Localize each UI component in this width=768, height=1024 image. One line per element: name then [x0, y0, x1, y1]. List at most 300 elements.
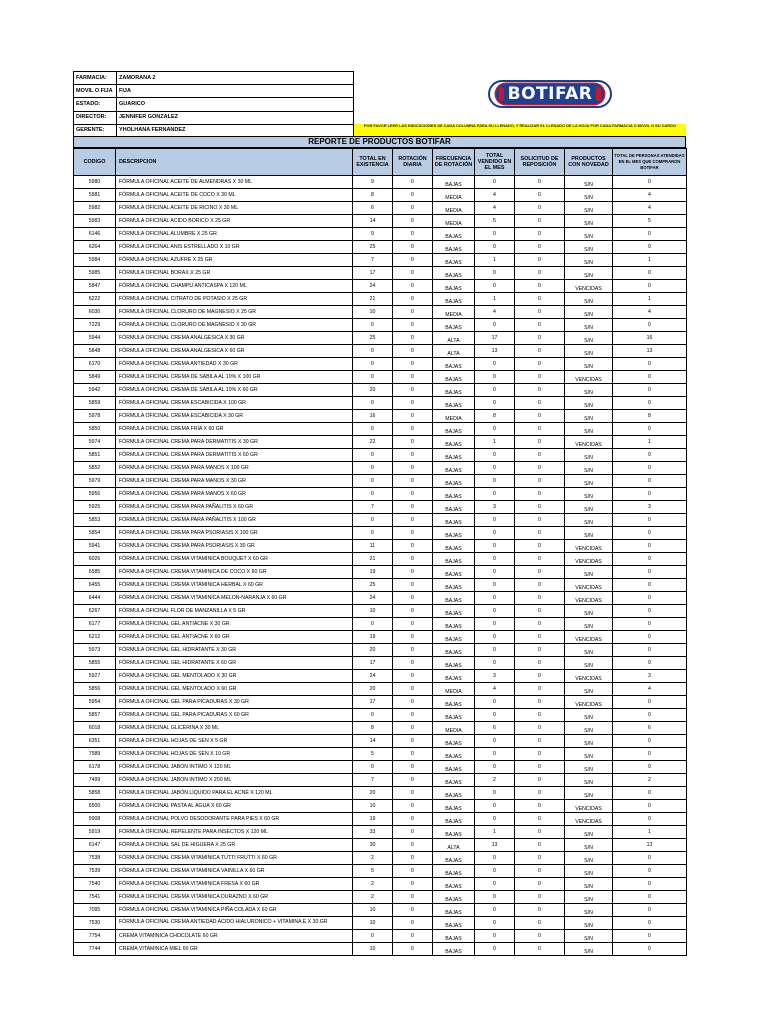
table-row: [74, 592, 687, 605]
info-value: YHOLHANA FERNANDEZ: [117, 124, 354, 137]
table-row: [74, 878, 687, 891]
table-cell: 1: [475, 436, 515, 449]
table-cell: 20: [353, 644, 393, 657]
table-row: [74, 410, 687, 423]
table-cell: BAJAS: [433, 566, 475, 579]
table-cell: FÓRMULA OFICINAL JABON INTIMO X 120 ML: [116, 761, 353, 774]
table-cell: MEDIA: [433, 202, 475, 215]
table-cell: S/N: [565, 423, 613, 436]
table-cell: 0: [475, 943, 515, 956]
table-cell: 13: [475, 839, 515, 852]
table-row: [74, 358, 687, 371]
table-cell: BAJAS: [433, 696, 475, 709]
table-cell: 1: [613, 293, 687, 306]
table-cell: 5854: [74, 527, 116, 540]
table-cell: MEDIA: [433, 410, 475, 423]
table-cell: 0: [475, 449, 515, 462]
table-cell: 0: [475, 891, 515, 904]
table-cell: FÓRMULA OFICINAL ALUMBRE X 25 GR: [116, 228, 353, 241]
table-cell: 0: [393, 917, 433, 930]
table-cell: 2: [475, 774, 515, 787]
table-cell: 7499: [74, 774, 116, 787]
table-cell: 0: [515, 579, 565, 592]
table-cell: BAJAS: [433, 371, 475, 384]
table-cell: 0: [515, 917, 565, 930]
table-cell: ALTA: [433, 345, 475, 358]
table-cell: FÓRMULA OFICINAL CREMA PARA DERMATITIS X 60 GR: [116, 449, 353, 462]
info-value: FIJA: [117, 85, 354, 98]
table-cell: BAJAS: [433, 241, 475, 254]
table-cell: 7539: [74, 865, 116, 878]
table-cell: BAJAS: [433, 592, 475, 605]
table-cell: S/N: [565, 865, 613, 878]
table-cell: 13: [613, 345, 687, 358]
table-cell: 5: [353, 865, 393, 878]
table-cell: 0: [613, 566, 687, 579]
table-cell: FÓRMULA OFICINAL SAL DE HIGUERA X 25 GR: [116, 839, 353, 852]
table-cell: MEDIA: [433, 306, 475, 319]
table-cell: 0: [515, 358, 565, 371]
table-cell: 4: [613, 189, 687, 202]
table-row: [74, 891, 687, 904]
table-row: [74, 631, 687, 644]
table-cell: VENCIDAS: [565, 670, 613, 683]
table-cell: 0: [353, 514, 393, 527]
table-cell: FÓRMULA OFICINAL CREMA VITAMINICA DURAZNO X 60 GR: [116, 891, 353, 904]
table-cell: FÓRMULA OFICINAL GEL ANTIACNE X 60 GR: [116, 631, 353, 644]
table-cell: 7095: [74, 904, 116, 917]
table-cell: 0: [393, 904, 433, 917]
table-cell: 0: [613, 800, 687, 813]
instructions-note: POR FAVOR LEER LAS INDICACIONES DE CADA COLUMNA PARA SU LLENADO, Y REALIZAR EL LLENADO DE LA HOJA POR CADA FARMACIA O MOVIL O SU CARGO: [354, 124, 686, 136]
table-cell: S/N: [565, 332, 613, 345]
table-cell: 0: [515, 527, 565, 540]
table-cell: 2: [353, 852, 393, 865]
table-cell: 0: [393, 306, 433, 319]
table-cell: S/N: [565, 345, 613, 358]
table-cell: FÓRMULA OFICINAL GEL PARA PICADURAS X 60 GR: [116, 709, 353, 722]
table-cell: BAJAS: [433, 319, 475, 332]
table-cell: VENCIDAS: [565, 696, 613, 709]
table-cell: 6585: [74, 566, 116, 579]
table-cell: VENCIDAS: [565, 800, 613, 813]
table-cell: 5851: [74, 449, 116, 462]
table-row: [74, 696, 687, 709]
table-row: [74, 267, 687, 280]
table-cell: 7: [353, 501, 393, 514]
table-cell: 17: [353, 267, 393, 280]
table-cell: 0: [353, 397, 393, 410]
table-cell: BAJAS: [433, 462, 475, 475]
info-value: ZAMORANA 2: [117, 72, 354, 85]
table-cell: FÓRMULA OFICINAL JABON INTIMO X 200 ML: [116, 774, 353, 787]
table-cell: BAJAS: [433, 917, 475, 930]
table-cell: 0: [515, 813, 565, 826]
table-row: [74, 475, 687, 488]
table-cell: BAJAS: [433, 267, 475, 280]
table-cell: 10: [353, 917, 393, 930]
table-cell: 4: [613, 306, 687, 319]
column-header: PRODUCTOS CON NOVEDAD: [565, 149, 613, 176]
logo-text: BOTIFAR: [507, 84, 593, 104]
table-cell: CREMA VITAMINICA CHOCOLATE 60 GR: [116, 930, 353, 943]
table-cell: 5942: [74, 384, 116, 397]
table-cell: 0: [353, 423, 393, 436]
info-row: [74, 98, 354, 111]
table-cell: FÓRMULA OFICINAL JABÓN LÍQUIDO PARA EL ACNÉ X 120 ML: [116, 787, 353, 800]
table-cell: 0: [515, 397, 565, 410]
table-row: [74, 228, 687, 241]
table-cell: 7744: [74, 943, 116, 956]
table-cell: S/N: [565, 176, 613, 189]
table-cell: 24: [353, 280, 393, 293]
table-cell: FÓRMULA OFICINAL CITRATO DE POTASIO X 25 GR: [116, 293, 353, 306]
table-cell: FÓRMULA OFICINAL CREMA VITAMINICA HERBAL X 60 GR: [116, 579, 353, 592]
table-cell: 0: [353, 930, 393, 943]
table-row: [74, 605, 687, 618]
table-cell: 22: [353, 436, 393, 449]
table-cell: 2: [353, 891, 393, 904]
column-header: TOTAL EN EXISTENCIA: [353, 149, 393, 176]
table-cell: 9: [353, 176, 393, 189]
table-cell: 4: [475, 189, 515, 202]
table-cell: 0: [515, 293, 565, 306]
table-cell: 0: [515, 189, 565, 202]
table-cell: 0: [393, 501, 433, 514]
table-row: [74, 917, 687, 930]
table-cell: 3: [613, 501, 687, 514]
table-cell: 0: [515, 540, 565, 553]
table-cell: 0: [613, 267, 687, 280]
table-cell: 0: [515, 475, 565, 488]
table-cell: FÓRMULA OFICINAL CREMA ANTIEDAD X 30 GR: [116, 358, 353, 371]
table-cell: 5980: [74, 176, 116, 189]
table-cell: S/N: [565, 618, 613, 631]
table-cell: 7538: [74, 852, 116, 865]
table-cell: 0: [515, 553, 565, 566]
table-cell: 4: [613, 683, 687, 696]
table-cell: 0: [515, 423, 565, 436]
table-cell: 0: [475, 761, 515, 774]
table-cell: 0: [515, 787, 565, 800]
table-cell: 0: [393, 228, 433, 241]
table-cell: 0: [613, 878, 687, 891]
table-row: [74, 852, 687, 865]
table-cell: 0: [613, 930, 687, 943]
table-cell: 20: [353, 683, 393, 696]
table-cell: 0: [613, 735, 687, 748]
table-row: [74, 176, 687, 189]
table-row: [74, 579, 687, 592]
table-cell: 0: [475, 618, 515, 631]
table-row: [74, 553, 687, 566]
table-cell: FÓRMULA OFICINAL CLORURO DE MAGNESIO X 30 GR: [116, 319, 353, 332]
table-cell: 10: [353, 800, 393, 813]
table-cell: 0: [393, 397, 433, 410]
table-cell: 0: [515, 696, 565, 709]
table-cell: FÓRMULA OFICINAL CREMA ESCABICIDA X 30 GR: [116, 410, 353, 423]
column-header: SOLICITUD DE REPOSICIÓN: [515, 149, 565, 176]
table-cell: BAJAS: [433, 657, 475, 670]
table-cell: 7: [353, 254, 393, 267]
table-row: [74, 657, 687, 670]
table-cell: FÓRMULA OFICINAL HOJAS DE SEN X 10 GR: [116, 748, 353, 761]
table-row: [74, 670, 687, 683]
table-cell: 0: [515, 631, 565, 644]
table-row: [74, 462, 687, 475]
table-cell: 16: [353, 410, 393, 423]
table-cell: BAJAS: [433, 826, 475, 839]
table-cell: 0: [613, 579, 687, 592]
table-cell: FÓRMULA OFICINAL CREMA PARA PSORIASIS X 100 GR: [116, 527, 353, 540]
table-cell: 0: [613, 527, 687, 540]
table-cell: FÓRMULA OFICINAL CREMA ANALGÉSICA X 30 GR: [116, 332, 353, 345]
table-cell: 0: [515, 891, 565, 904]
table-cell: S/N: [565, 319, 613, 332]
table-cell: 6444: [74, 592, 116, 605]
table-cell: FÓRMULA OFICINAL CREMA PARA MANOS X 60 GR: [116, 488, 353, 501]
table-cell: 20: [353, 384, 393, 397]
table-cell: 0: [393, 345, 433, 358]
info-label: ESTADO:: [74, 98, 117, 111]
table-cell: FÓRMULA OFICINAL CREMA PARA PSORIASIS X 30 GR: [116, 540, 353, 553]
info-label: FARMACIA:: [74, 72, 117, 85]
table-cell: 7: [353, 774, 393, 787]
table-cell: 5849: [74, 371, 116, 384]
table-cell: 10: [353, 943, 393, 956]
table-cell: 1: [475, 293, 515, 306]
table-row: [74, 826, 687, 839]
table-row: [74, 618, 687, 631]
table-cell: S/N: [565, 410, 613, 423]
table-cell: MEDIA: [433, 722, 475, 735]
table-cell: 0: [515, 488, 565, 501]
table-cell: 0: [515, 436, 565, 449]
table-cell: 0: [515, 748, 565, 761]
table-cell: 0: [613, 891, 687, 904]
table-cell: FÓRMULA OFICINAL ACEITE DE COCO X 30 ML: [116, 189, 353, 202]
table-cell: 0: [393, 579, 433, 592]
table-cell: BAJAS: [433, 501, 475, 514]
table-cell: 0: [353, 527, 393, 540]
table-cell: 0: [393, 410, 433, 423]
table-cell: 0: [515, 241, 565, 254]
table-row: [74, 345, 687, 358]
table-cell: 7540: [74, 878, 116, 891]
table-cell: 5858: [74, 787, 116, 800]
table-cell: 5983: [74, 215, 116, 228]
table-cell: 0: [613, 852, 687, 865]
table-cell: 0: [393, 215, 433, 228]
table-cell: S/N: [565, 306, 613, 319]
table-cell: 0: [353, 475, 393, 488]
table-cell: FÓRMULA OFICINAL HOJAS DE SEN X 5 GR: [116, 735, 353, 748]
table-cell: 5954: [74, 696, 116, 709]
table-cell: FÓRMULA OFICINAL CREMA VITAMINICA BOUQUET X 60 GR: [116, 553, 353, 566]
table-cell: S/N: [565, 943, 613, 956]
table-cell: 5981: [74, 189, 116, 202]
table-cell: 0: [613, 865, 687, 878]
table-cell: 0: [515, 592, 565, 605]
table-cell: 0: [393, 449, 433, 462]
info-label: DIRECTOR:: [74, 111, 117, 124]
table-cell: 0: [613, 657, 687, 670]
table-cell: 0: [613, 787, 687, 800]
table-row: [74, 683, 687, 696]
table-row: [74, 722, 687, 735]
table-row: [74, 904, 687, 917]
table-cell: 0: [515, 709, 565, 722]
table-cell: VENCIDAS: [565, 553, 613, 566]
table-cell: 0: [475, 228, 515, 241]
table-cell: 6: [353, 202, 393, 215]
table-cell: 0: [393, 696, 433, 709]
table-cell: 0: [515, 410, 565, 423]
table-cell: 0: [515, 228, 565, 241]
table-cell: S/N: [565, 852, 613, 865]
table-cell: 10: [353, 306, 393, 319]
table-cell: 0: [613, 696, 687, 709]
report-title: REPORTE DE PRODUCTOS BOTIFAR: [73, 136, 686, 148]
table-cell: BAJAS: [433, 254, 475, 267]
table-cell: 0: [393, 488, 433, 501]
table-cell: 0: [393, 293, 433, 306]
table-row: [74, 202, 687, 215]
table-cell: 0: [613, 553, 687, 566]
table-cell: 0: [393, 605, 433, 618]
table-cell: 0: [475, 644, 515, 657]
table-cell: BAJAS: [433, 787, 475, 800]
table-cell: 0: [515, 176, 565, 189]
table-cell: BAJAS: [433, 891, 475, 904]
table-cell: 5908: [74, 813, 116, 826]
table-row: [74, 800, 687, 813]
table-cell: 0: [393, 527, 433, 540]
table-cell: 0: [475, 540, 515, 553]
table-cell: BAJAS: [433, 761, 475, 774]
table-cell: S/N: [565, 683, 613, 696]
table-cell: S/N: [565, 527, 613, 540]
table-cell: BAJAS: [433, 228, 475, 241]
table-cell: 0: [475, 904, 515, 917]
table-cell: S/N: [565, 904, 613, 917]
table-cell: S/N: [565, 202, 613, 215]
info-row: [74, 111, 354, 124]
table-cell: 1: [613, 826, 687, 839]
table-row: [74, 332, 687, 345]
table-cell: 0: [393, 852, 433, 865]
table-cell: 0: [613, 514, 687, 527]
table-cell: 0: [515, 371, 565, 384]
table-cell: 5856: [74, 683, 116, 696]
table-cell: 5848: [74, 345, 116, 358]
table-cell: S/N: [565, 397, 613, 410]
table-cell: 3: [613, 670, 687, 683]
table-cell: 7541: [74, 891, 116, 904]
table-cell: BAJAS: [433, 540, 475, 553]
table-cell: 5944: [74, 332, 116, 345]
table-cell: FÓRMULA OFICINAL CREMA PARA PAÑALITIS X 60 GR: [116, 501, 353, 514]
table-row: [74, 930, 687, 943]
table-cell: S/N: [565, 189, 613, 202]
table-cell: 0: [515, 501, 565, 514]
table-cell: 5956: [74, 488, 116, 501]
table-cell: 5847: [74, 280, 116, 293]
table-cell: 0: [393, 254, 433, 267]
table-cell: 0: [515, 657, 565, 670]
table-cell: 0: [613, 605, 687, 618]
table-cell: 0: [353, 319, 393, 332]
table-cell: 6026: [74, 553, 116, 566]
table-cell: FÓRMULA OFICINAL GEL HIDRATANTE X 60 GR: [116, 657, 353, 670]
table-cell: 0: [475, 241, 515, 254]
table-cell: 0: [393, 891, 433, 904]
table-row: [74, 306, 687, 319]
table-cell: 6222: [74, 293, 116, 306]
info-row: [74, 85, 354, 98]
info-row: [74, 72, 354, 85]
table-cell: 0: [393, 436, 433, 449]
table-cell: FÓRMULA OFICINAL CREMA ANALGESICA X 60 GR: [116, 345, 353, 358]
table-row: [74, 189, 687, 202]
table-cell: 0: [475, 852, 515, 865]
table-cell: 0: [515, 644, 565, 657]
table-cell: 21: [353, 293, 393, 306]
table-cell: 0: [515, 566, 565, 579]
table-cell: S/N: [565, 748, 613, 761]
table-cell: FÓRMULA OFICINAL ACIDO BORICO X 25 GR: [116, 215, 353, 228]
table-cell: 0: [515, 774, 565, 787]
table-cell: 0: [475, 488, 515, 501]
table-cell: 5: [353, 748, 393, 761]
table-cell: 0: [475, 514, 515, 527]
column-header: DESCRIPCION: [116, 149, 353, 176]
table-row: [74, 761, 687, 774]
table-cell: 0: [613, 423, 687, 436]
table-cell: S/N: [565, 722, 613, 735]
table-cell: 0: [393, 592, 433, 605]
table-cell: 0: [613, 631, 687, 644]
table-cell: 6455: [74, 579, 116, 592]
table-row: [74, 787, 687, 800]
table-cell: FÓRMULA OFICINAL ACEITE DE ALMENDRAS X 30 ML: [116, 176, 353, 189]
table-cell: 5982: [74, 202, 116, 215]
table-cell: FÓRMULA OFICINAL GEL HIDRATANTE X 30 GR: [116, 644, 353, 657]
table-cell: S/N: [565, 514, 613, 527]
table-cell: 0: [613, 241, 687, 254]
table-cell: 0: [475, 709, 515, 722]
table-cell: 1: [475, 254, 515, 267]
table-cell: 0: [353, 488, 393, 501]
table-cell: 0: [393, 683, 433, 696]
table-cell: 0: [515, 904, 565, 917]
column-header: TOTAL VENDIDO EN EL MES: [475, 149, 515, 176]
table-cell: 5: [613, 215, 687, 228]
table-cell: 5850: [74, 423, 116, 436]
table-cell: 2: [613, 774, 687, 787]
table-cell: 14: [353, 215, 393, 228]
table-cell: 19: [353, 631, 393, 644]
table-cell: 3: [475, 501, 515, 514]
table-cell: BAJAS: [433, 527, 475, 540]
table-cell: FÓRMULA OFICINAL GEL ANTIACNE X 30 GR: [116, 618, 353, 631]
table-cell: 3: [475, 670, 515, 683]
table-cell: S/N: [565, 254, 613, 267]
table-cell: 0: [475, 475, 515, 488]
table-cell: 0: [393, 280, 433, 293]
table-cell: VENCIDAS: [565, 631, 613, 644]
table-cell: 0: [393, 878, 433, 891]
